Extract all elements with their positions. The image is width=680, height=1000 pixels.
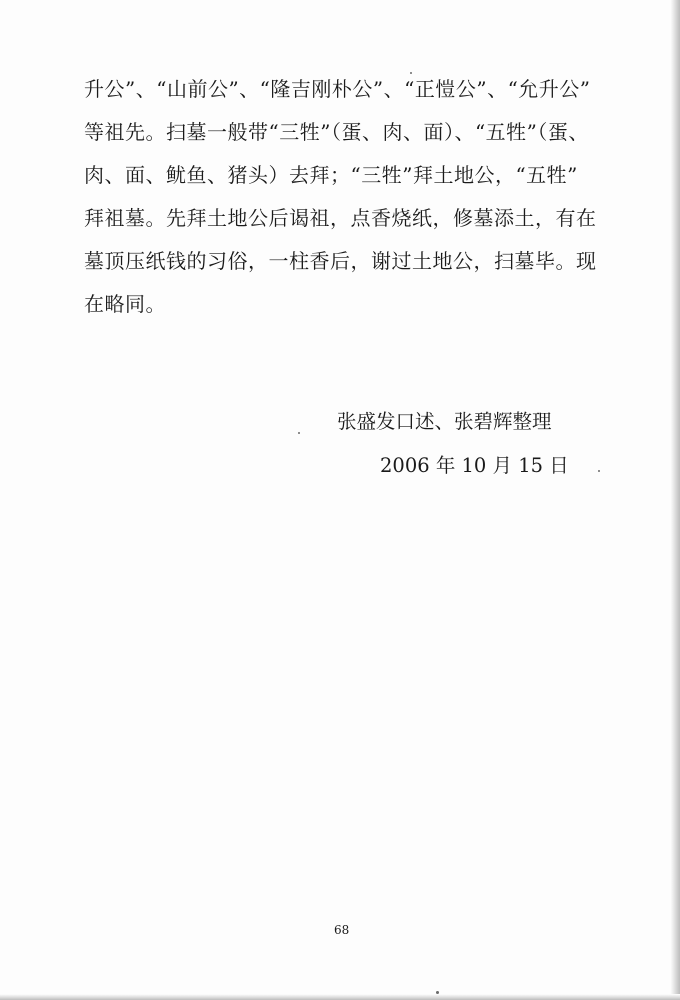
signature-date: 2006 年 10 月 15 日 bbox=[380, 454, 569, 477]
body-line-4: 拜祖墓。先拜土地公后谒祖，点香烧纸，修墓添土，有在 bbox=[84, 206, 597, 230]
scan-speck bbox=[598, 470, 600, 472]
scan-right-edge bbox=[670, 0, 680, 1000]
body-line-1: 升公”、“山前公”、“隆吉刚朴公”、“正愷公”、“允升公” bbox=[84, 77, 591, 101]
body-paragraph bbox=[84, 68, 616, 326]
body-line-6: 在略同。 bbox=[84, 292, 166, 316]
body-line-3: 肉、面、鱿鱼、猪头）去拜；“三牲”拜土地公，“五牲” bbox=[84, 163, 578, 187]
page-number: 68 bbox=[334, 923, 350, 937]
body-line-2: 等祖先。扫墓一般带“三牲”（蛋、肉、面）、“五牲”（蛋、 bbox=[84, 120, 589, 144]
body-line-5: 墓顶压纸钱的习俗，一柱香后，谢过土地公，扫墓毕。现 bbox=[84, 249, 597, 273]
scan-speck bbox=[410, 72, 412, 74]
scan-bottom-edge bbox=[0, 994, 680, 1000]
author-attribution: 张盛发口述、张碧辉整理 bbox=[337, 410, 552, 433]
scan-speck bbox=[298, 432, 300, 434]
